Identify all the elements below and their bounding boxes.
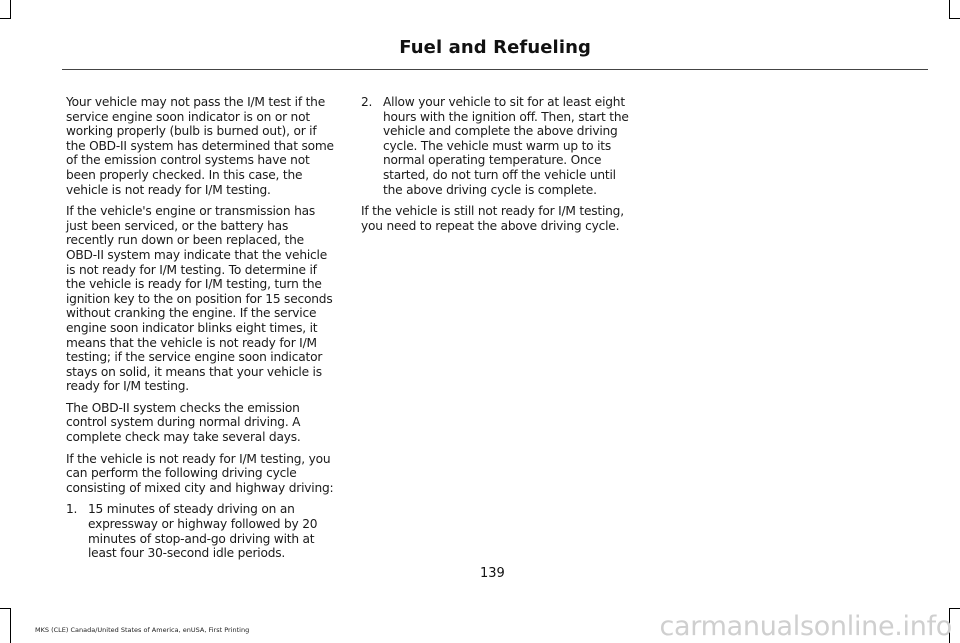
crop-mark-top-right-vertical: [949, 0, 950, 18]
crop-mark-bottom-right-horizontal: [949, 608, 960, 609]
header-divider: [62, 69, 928, 70]
watermark: carmanualsonline.info: [659, 611, 952, 642]
section-title: Fuel and Refueling: [399, 37, 591, 58]
paragraph: Your vehicle may not pass the I/M test if the service engine soon indicator is on or not working properly (bulb is burned out), or if the OBD-II system has determined that some of the emission control systems have not been properly checked. In this case, the vehicle is not ready for I/M testing.: [66, 95, 334, 197]
right-column: [361, 95, 633, 240]
paragraph: The OBD-II system checks the emission control system during normal driving. A complete check may take several days.: [66, 400, 301, 445]
page-number: 139: [480, 566, 505, 581]
list-item: [66, 502, 338, 560]
list-item-number: 2.: [361, 95, 373, 109]
driving-cycle-list-continued: [361, 95, 633, 197]
list-item-text: 15 minutes of steady driving on an expressway or highway followed by 20 minutes of stop-and-go driving with at least four 30-second idle periods.: [88, 502, 318, 561]
list-item-number: 1.: [66, 502, 78, 517]
paragraph: If the vehicle is not ready for I/M testing, you can perform the following driving cycle consisting of mixed city and highway driving:: [66, 451, 334, 495]
crop-mark-top-left-horizontal: [0, 18, 11, 19]
driving-cycle-list: [66, 502, 338, 560]
paragraph: If the vehicle's engine or transmission has just been serviced, or the battery has recently run down or been replaced, the OBD-II system may indicate that the vehicle is not ready for I/M testing. To determine if the vehicle is ready for I/M testing, turn the ignition key to the on position for 15 seconds without cranking the engine. If the service engine soon indicator blinks eight times, it means that the vehicle is not ready for I/M testing; if the service engine soon indicator stays on solid, it means that your vehicle is ready for I/M testing.: [66, 204, 333, 394]
edition-footer: MKS (CLE) Canada/United States of America, enUSA, First Printing: [35, 626, 250, 634]
crop-mark-top-left-vertical: [10, 0, 11, 18]
crop-mark-bottom-left-horizontal: [0, 608, 11, 609]
paragraph: If the vehicle is still not ready for I/M testing, you need to repeat the above driving cycle.: [361, 204, 624, 233]
left-column: [66, 95, 338, 568]
list-item: [361, 95, 633, 197]
crop-mark-bottom-left-vertical: [10, 608, 11, 643]
list-item-text: Allow your vehicle to sit for at least eight hours with the ignition off. Then, start the vehicle and complete the above driving cycle. The vehicle must warm up to its normal operating temperature. Once started, do not turn off the vehicle until the above driving cycle is complete.: [383, 95, 629, 197]
crop-mark-top-right-horizontal: [949, 18, 960, 19]
